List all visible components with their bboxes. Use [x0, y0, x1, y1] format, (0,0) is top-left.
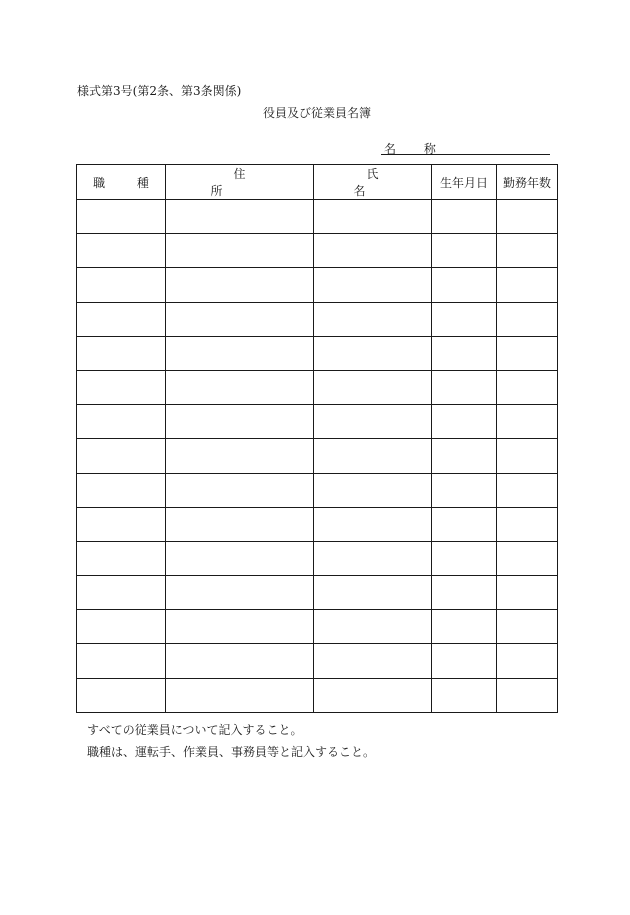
cell-name[interactable]	[314, 370, 432, 404]
cell-address[interactable]	[166, 439, 314, 473]
table-row	[77, 234, 558, 268]
cell-birthdate[interactable]	[432, 507, 497, 541]
cell-address[interactable]	[166, 268, 314, 302]
cell-years-of-service[interactable]	[497, 405, 558, 439]
cell-job-type[interactable]	[77, 610, 166, 644]
cell-job-type[interactable]	[77, 541, 166, 575]
cell-birthdate[interactable]	[432, 473, 497, 507]
document-title: 役員及び従業員名簿	[262, 106, 371, 120]
cell-address[interactable]	[166, 541, 314, 575]
cell-years-of-service[interactable]	[497, 370, 558, 404]
cell-name[interactable]	[314, 678, 432, 712]
cell-birthdate[interactable]	[432, 234, 497, 268]
cell-birthdate[interactable]	[432, 336, 497, 370]
cell-address[interactable]	[166, 473, 314, 507]
roster-table	[76, 164, 558, 713]
cell-name[interactable]	[314, 576, 432, 610]
cell-job-type[interactable]	[77, 200, 166, 234]
cell-job-type[interactable]	[77, 644, 166, 678]
header-birthdate: 生年月日	[432, 165, 497, 200]
table-row	[77, 678, 558, 712]
cell-job-type[interactable]	[77, 302, 166, 336]
header-row	[77, 165, 558, 200]
cell-address[interactable]	[166, 507, 314, 541]
cell-years-of-service[interactable]	[497, 234, 558, 268]
cell-birthdate[interactable]	[432, 370, 497, 404]
note-line: 職種は、運転手、作業員、事務員等と記入すること。	[87, 745, 376, 759]
cell-job-type[interactable]	[77, 439, 166, 473]
cell-name[interactable]	[314, 234, 432, 268]
cell-years-of-service[interactable]	[497, 678, 558, 712]
cell-years-of-service[interactable]	[497, 541, 558, 575]
cell-address[interactable]	[166, 336, 314, 370]
cell-birthdate[interactable]	[432, 610, 497, 644]
cell-years-of-service[interactable]	[497, 576, 558, 610]
cell-years-of-service[interactable]	[497, 302, 558, 336]
cell-name[interactable]	[314, 268, 432, 302]
cell-job-type[interactable]	[77, 370, 166, 404]
cell-name[interactable]	[314, 610, 432, 644]
cell-job-type[interactable]	[77, 678, 166, 712]
cell-address[interactable]	[166, 370, 314, 404]
name-field[interactable]	[381, 140, 550, 155]
notes	[87, 719, 375, 763]
cell-years-of-service[interactable]	[497, 473, 558, 507]
note-line: すべての従業員について記入すること。	[87, 723, 303, 737]
table-row	[77, 473, 558, 507]
cell-years-of-service[interactable]	[497, 336, 558, 370]
table-row	[77, 507, 558, 541]
cell-birthdate[interactable]	[432, 678, 497, 712]
cell-name[interactable]	[314, 200, 432, 234]
table-row	[77, 405, 558, 439]
name-field-label: 名 称	[384, 142, 448, 156]
cell-birthdate[interactable]	[432, 576, 497, 610]
cell-years-of-service[interactable]	[497, 610, 558, 644]
cell-birthdate[interactable]	[432, 541, 497, 575]
table-row	[77, 268, 558, 302]
cell-job-type[interactable]	[77, 268, 166, 302]
cell-years-of-service[interactable]	[497, 268, 558, 302]
cell-birthdate[interactable]	[432, 644, 497, 678]
header-years-of-service: 勤務年数	[497, 165, 558, 200]
cell-address[interactable]	[166, 644, 314, 678]
cell-name[interactable]	[314, 439, 432, 473]
cell-job-type[interactable]	[77, 336, 166, 370]
table-row	[77, 541, 558, 575]
cell-years-of-service[interactable]	[497, 507, 558, 541]
cell-job-type[interactable]	[77, 507, 166, 541]
table-row	[77, 302, 558, 336]
cell-name[interactable]	[314, 302, 432, 336]
table-row	[77, 336, 558, 370]
cell-birthdate[interactable]	[432, 268, 497, 302]
table-row	[77, 644, 558, 678]
cell-birthdate[interactable]	[432, 439, 497, 473]
cell-name[interactable]	[314, 473, 432, 507]
cell-name[interactable]	[314, 507, 432, 541]
cell-birthdate[interactable]	[432, 302, 497, 336]
table-row	[77, 610, 558, 644]
header-name: 氏 名	[314, 165, 432, 200]
table-row	[77, 370, 558, 404]
cell-address[interactable]	[166, 678, 314, 712]
cell-job-type[interactable]	[77, 473, 166, 507]
cell-job-type[interactable]	[77, 234, 166, 268]
cell-job-type[interactable]	[77, 576, 166, 610]
table-row	[77, 576, 558, 610]
cell-name[interactable]	[314, 405, 432, 439]
cell-address[interactable]	[166, 576, 314, 610]
cell-birthdate[interactable]	[432, 200, 497, 234]
cell-years-of-service[interactable]	[497, 644, 558, 678]
cell-address[interactable]	[166, 610, 314, 644]
form-number: 様式第3号(第2条、第3条関係)	[77, 84, 242, 98]
header-address: 住 所	[166, 165, 314, 200]
cell-name[interactable]	[314, 541, 432, 575]
cell-address[interactable]	[166, 234, 314, 268]
header-job-type: 職 種	[77, 165, 166, 200]
cell-address[interactable]	[166, 200, 314, 234]
cell-years-of-service[interactable]	[497, 200, 558, 234]
cell-address[interactable]	[166, 302, 314, 336]
cell-birthdate[interactable]	[432, 405, 497, 439]
cell-name[interactable]	[314, 644, 432, 678]
table-row	[77, 200, 558, 234]
cell-name[interactable]	[314, 336, 432, 370]
cell-address[interactable]	[166, 405, 314, 439]
cell-years-of-service[interactable]	[497, 439, 558, 473]
table-row	[77, 439, 558, 473]
cell-job-type[interactable]	[77, 405, 166, 439]
roster-body	[77, 200, 558, 713]
